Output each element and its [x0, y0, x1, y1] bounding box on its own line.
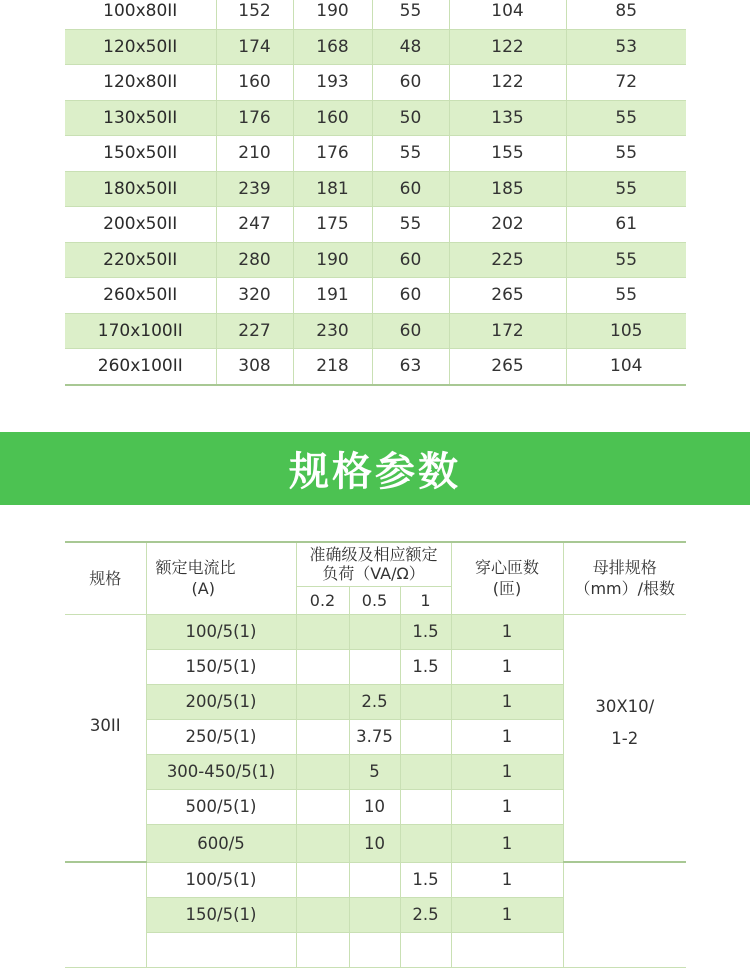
table-cell: 60 — [372, 242, 449, 278]
table-cell: 120x80II — [65, 65, 216, 101]
acc-1-cell: 2.5 — [400, 897, 451, 932]
acc-05-cell: 10 — [349, 824, 400, 862]
header-busbar — [563, 542, 686, 614]
acc-1-cell — [400, 684, 451, 719]
busbar-line1: 30X10/ — [595, 696, 655, 716]
table-cell: 247 — [216, 207, 293, 243]
table-row — [65, 278, 686, 314]
table-cell: 55 — [372, 0, 449, 29]
table-cell: 105 — [566, 313, 686, 349]
table-cell: 55 — [372, 207, 449, 243]
table-cell: 220x50II — [65, 242, 216, 278]
header-accuracy-line2: 负荷（VA/Ω） — [322, 564, 425, 584]
busbar-cell — [563, 614, 686, 862]
ratio-cell — [146, 932, 296, 967]
header-rated-ratio — [146, 542, 296, 614]
header-row — [65, 542, 686, 586]
turns-cell: 1 — [451, 754, 563, 789]
ratio-cell: 200/5(1) — [146, 684, 296, 719]
header-spec: 规格 — [65, 542, 146, 614]
table-cell: 190 — [293, 242, 372, 278]
header-rated-ratio-unit: (A) — [191, 579, 215, 599]
table-cell: 230 — [293, 313, 372, 349]
table-cell: 190 — [293, 0, 372, 29]
table-cell: 104 — [449, 0, 566, 29]
header-busbar-unit: （mm）/根数 — [574, 579, 676, 599]
table-cell: 100x80II — [65, 0, 216, 29]
header-turns-unit: (匝) — [492, 579, 522, 599]
table-cell: 227 — [216, 313, 293, 349]
table-cell: 55 — [372, 136, 449, 172]
ratio-cell: 300-450/5(1) — [146, 754, 296, 789]
table-cell: 260x100II — [65, 349, 216, 385]
busbar-line2: 1-2 — [611, 728, 639, 748]
header-accuracy — [296, 542, 451, 586]
acc-1-cell — [400, 824, 451, 862]
table-cell: 72 — [566, 65, 686, 101]
acc-05-cell — [349, 862, 400, 897]
table-cell: 191 — [293, 278, 372, 314]
ratio-cell: 600/5 — [146, 824, 296, 862]
section-banner — [0, 432, 750, 505]
table-cell: 308 — [216, 349, 293, 385]
acc-05-cell — [349, 649, 400, 684]
turns-cell: 1 — [451, 897, 563, 932]
ratio-cell: 250/5(1) — [146, 719, 296, 754]
table-cell: 218 — [293, 349, 372, 385]
header-turns-label: 穿心匝数 — [475, 558, 540, 578]
table-row — [65, 171, 686, 207]
table-cell: 180x50II — [65, 171, 216, 207]
turns-cell: 1 — [451, 614, 563, 649]
acc-02-cell — [296, 719, 349, 754]
ratio-cell: 100/5(1) — [146, 614, 296, 649]
acc-02-cell — [296, 684, 349, 719]
table-cell: 176 — [293, 136, 372, 172]
acc-05-cell — [349, 897, 400, 932]
busbar-cell-2 — [563, 862, 686, 967]
header-busbar-label: 母排规格 — [592, 558, 657, 578]
header-acc-05: 0.5 — [349, 586, 400, 614]
table-cell: 55 — [566, 100, 686, 136]
table-cell: 61 — [566, 207, 686, 243]
table-cell: 320 — [216, 278, 293, 314]
table-row — [65, 614, 686, 649]
table-row — [65, 100, 686, 136]
table-cell: 225 — [449, 242, 566, 278]
table-cell: 150x50II — [65, 136, 216, 172]
table-cell: 63 — [372, 349, 449, 385]
table-cell: 260x50II — [65, 278, 216, 314]
table-cell: 48 — [372, 29, 449, 65]
acc-02-cell — [296, 824, 349, 862]
acc-05-cell: 10 — [349, 789, 400, 824]
acc-05-cell: 2.5 — [349, 684, 400, 719]
turns-cell: 1 — [451, 824, 563, 862]
table-cell: 185 — [449, 171, 566, 207]
acc-02-cell — [296, 932, 349, 967]
table-cell: 265 — [449, 278, 566, 314]
table-cell: 200x50II — [65, 207, 216, 243]
header-accuracy-line1: 准确级及相应额定 — [309, 545, 438, 565]
acc-05-cell: 3.75 — [349, 719, 400, 754]
turns-cell: 1 — [451, 862, 563, 897]
turns-cell: 1 — [451, 649, 563, 684]
header-acc-1: 1 — [400, 586, 451, 614]
acc-1-cell: 1.5 — [400, 614, 451, 649]
table-cell: 210 — [216, 136, 293, 172]
table-cell: 176 — [216, 100, 293, 136]
ratio-cell: 150/5(1) — [146, 897, 296, 932]
table-cell: 55 — [566, 171, 686, 207]
table-cell: 60 — [372, 313, 449, 349]
table-cell: 181 — [293, 171, 372, 207]
spec-name-2 — [65, 862, 146, 967]
ratio-cell: 500/5(1) — [146, 789, 296, 824]
turns-cell — [451, 932, 563, 967]
dimension-table — [65, 0, 686, 386]
table-cell: 193 — [293, 65, 372, 101]
table-row — [65, 0, 686, 29]
table-cell: 55 — [566, 278, 686, 314]
turns-cell: 1 — [451, 719, 563, 754]
table-row — [65, 29, 686, 65]
acc-02-cell — [296, 754, 349, 789]
table-cell: 60 — [372, 171, 449, 207]
table-row — [65, 862, 686, 897]
table-row — [65, 65, 686, 101]
acc-02-cell — [296, 862, 349, 897]
table-cell: 239 — [216, 171, 293, 207]
header-turns — [451, 542, 563, 614]
table-cell: 55 — [566, 136, 686, 172]
spec-table — [65, 541, 686, 968]
table-row — [65, 313, 686, 349]
table-row — [65, 349, 686, 385]
acc-02-cell — [296, 649, 349, 684]
table-cell: 50 — [372, 100, 449, 136]
header-rated-ratio-label: 额定电流比 — [155, 558, 236, 578]
table-cell: 60 — [372, 65, 449, 101]
acc-1-cell — [400, 932, 451, 967]
table-cell: 160 — [216, 65, 293, 101]
table-cell: 60 — [372, 278, 449, 314]
acc-1-cell: 1.5 — [400, 862, 451, 897]
table-cell: 155 — [449, 136, 566, 172]
table-row — [65, 207, 686, 243]
table-cell: 135 — [449, 100, 566, 136]
ratio-cell: 150/5(1) — [146, 649, 296, 684]
ratio-cell: 100/5(1) — [146, 862, 296, 897]
table-cell: 104 — [566, 349, 686, 385]
table-cell: 170x100II — [65, 313, 216, 349]
table-cell: 85 — [566, 0, 686, 29]
section-title: 规格参数 — [289, 449, 461, 495]
table-row — [65, 136, 686, 172]
acc-02-cell — [296, 789, 349, 824]
table-cell: 130x50II — [65, 100, 216, 136]
table-cell: 172 — [449, 313, 566, 349]
table-cell: 174 — [216, 29, 293, 65]
acc-05-cell: 5 — [349, 754, 400, 789]
table-cell: 152 — [216, 0, 293, 29]
table-cell: 122 — [449, 65, 566, 101]
table-cell: 120x50II — [65, 29, 216, 65]
acc-02-cell — [296, 614, 349, 649]
acc-05-cell — [349, 614, 400, 649]
acc-05-cell — [349, 932, 400, 967]
acc-1-cell — [400, 719, 451, 754]
table-row — [65, 242, 686, 278]
acc-02-cell — [296, 897, 349, 932]
spec-name: 30II — [65, 614, 146, 862]
table-cell: 55 — [566, 242, 686, 278]
table-cell: 175 — [293, 207, 372, 243]
table-cell: 168 — [293, 29, 372, 65]
table-cell: 280 — [216, 242, 293, 278]
table-cell: 202 — [449, 207, 566, 243]
acc-1-cell — [400, 789, 451, 824]
acc-1-cell — [400, 754, 451, 789]
table-cell: 160 — [293, 100, 372, 136]
acc-1-cell: 1.5 — [400, 649, 451, 684]
header-acc-02: 0.2 — [296, 586, 349, 614]
table-cell: 53 — [566, 29, 686, 65]
turns-cell: 1 — [451, 684, 563, 719]
turns-cell: 1 — [451, 789, 563, 824]
table-cell: 122 — [449, 29, 566, 65]
table-cell: 265 — [449, 349, 566, 385]
